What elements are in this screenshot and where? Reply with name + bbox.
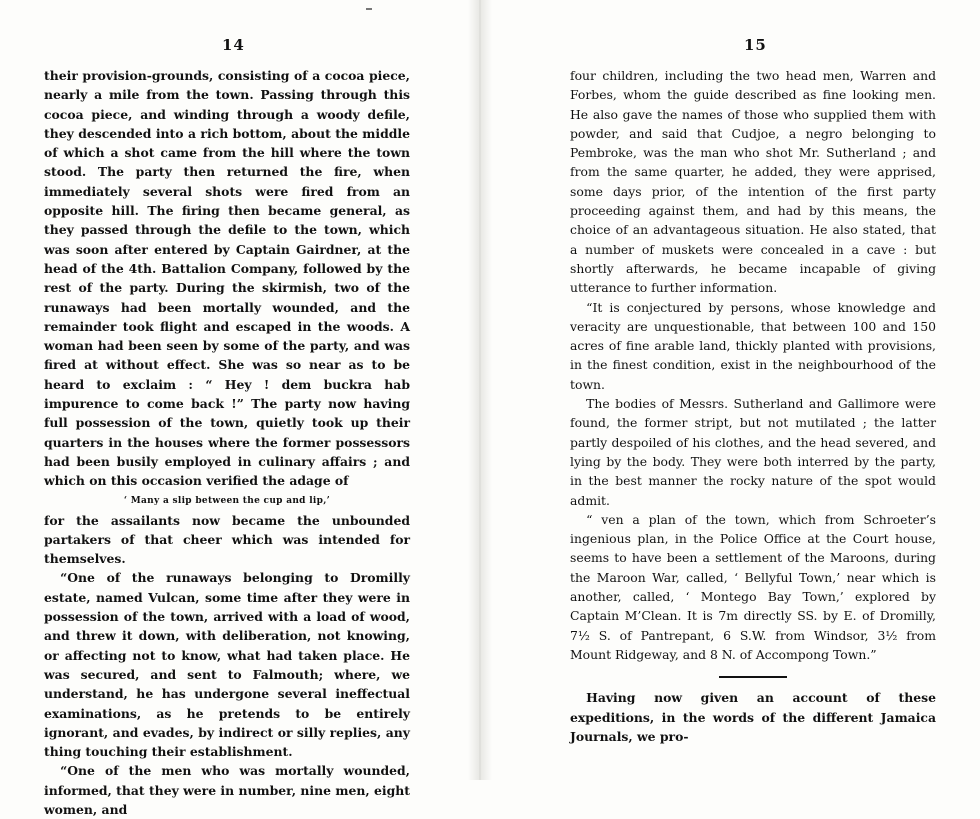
left-page <box>0 0 470 817</box>
paragraph-bodies: The bodies of Messrs. Sutherland and Gallimore were found, the former stript, but not mutilated ; the latter partly despoiled of his clothes, and the head severed, and lying by the body. They were both interred by the party, in the best manner the rocky nature of the spot would admit. <box>570 396 936 508</box>
paragraph-mortally-wounded: “One of the men who was mortally wounded, informed, that they were in number, nine men, eight women, and <box>44 763 410 817</box>
quotation-cup-and-lip: ‘ Many a slip between the cup and lip,’ <box>123 495 331 506</box>
paragraph-conjectured: “It is conjectured by persons, whose knowledge and veracity are unquestionable, that between 100 and 150 acres of fine arable land, thickly planted with provisions, in the finest condition, exist in the neighbourhood of the town. <box>570 299 936 392</box>
paragraph-town-plan: “ ven a plan of the town, which from Schroeter’s ingenious plan, in the Police Office at the Court house, seems to have been a settlement of the Maroons, during the Maroon War, called, ‘ Bellyful Town,’ near which is another, called, ‘ Montego Bay Town,’ explored by Captain M’Clean. It is 7m directly SS. by E. of Dromilly, 7½ S. of Pantrepant, 6 S.W. from Windsor, 3½ from Mount Ridgeway, and 8 N. of Accompong Town.” <box>570 511 936 662</box>
paragraph-four-children: four children, including the two head men, Warren and Forbes, whom the guide described as fine looking men. He also gave the names of those who supplied them with powder, and said that Cudjoe, a negro belonging to Pembroke, was the man who shot Mr. Sutherland ; and from the same quarter, he added, they were apprised, some days prior, of the intention of the first party proceeding against them, and had by this means, the choice of an advantageous situation. He also stated, that a number of muskets were concealed in a cave : but shortly afterwards, he became incapable of giving utterance to further information. <box>570 68 936 296</box>
right-page-text <box>570 66 936 746</box>
paragraph-provision-grounds: their provision-grounds, consisting of a cocoa piece, nearly a mile from the town. Passing through this cocoa piece, and winding through a woody defile, they descended into a rich bottom, about the middle of which a shot came from the hill where the town stood. The party then returned the fire, when immediately several shots were fired from an opposite hill. The firing then became general, as they passed through the defile to the town, which was soon after entered by Captain Gairdner, at the head of the 4th. Battalion Company, followed by the rest of the party. During the skirmish, two of the runaways had been mortally wounded, and the remainder took flight and escaped in the woods. A woman had been seen by some of the party, and was fired at without effect. She was so near as to be heard to exclaim : “ Hey ! dem buckra hab impurence to come back !” The party now having full possession of the town, quietly took up their quarters in the houses where the former possessors had been busily employed in culinary affairs ; and which on this occasion verified the adage of <box>44 68 410 489</box>
right-page <box>490 0 980 780</box>
page-number-right: 15 <box>744 36 767 54</box>
left-page-text <box>44 66 410 819</box>
section-divider <box>719 676 787 678</box>
book-gutter <box>468 0 492 780</box>
paragraph-having-given: Having now given an account of these expeditions, in the words of the different Jamaica Journals, we pro- <box>570 690 936 744</box>
page-number-left: 14 <box>222 36 245 54</box>
paragraph-assailants: for the assailants now became the unbounded partakers of that cheer which was intended for themselves. <box>44 512 410 567</box>
paragraph-vulcan: “One of the runaways belonging to Dromilly estate, named Vulcan, some time after they were in possession of the town, arrived with a load of wood, and threw it down, with deliberation, not knowing, or affecting not to know, what had taken place. He was secured, and sent to Falmouth; where, we understand, he has undergone several ineffectual examinations, as he pretends to be entirely ignorant, and evades, by indirect or silly replies, any thing touching their establishment. <box>44 570 410 760</box>
